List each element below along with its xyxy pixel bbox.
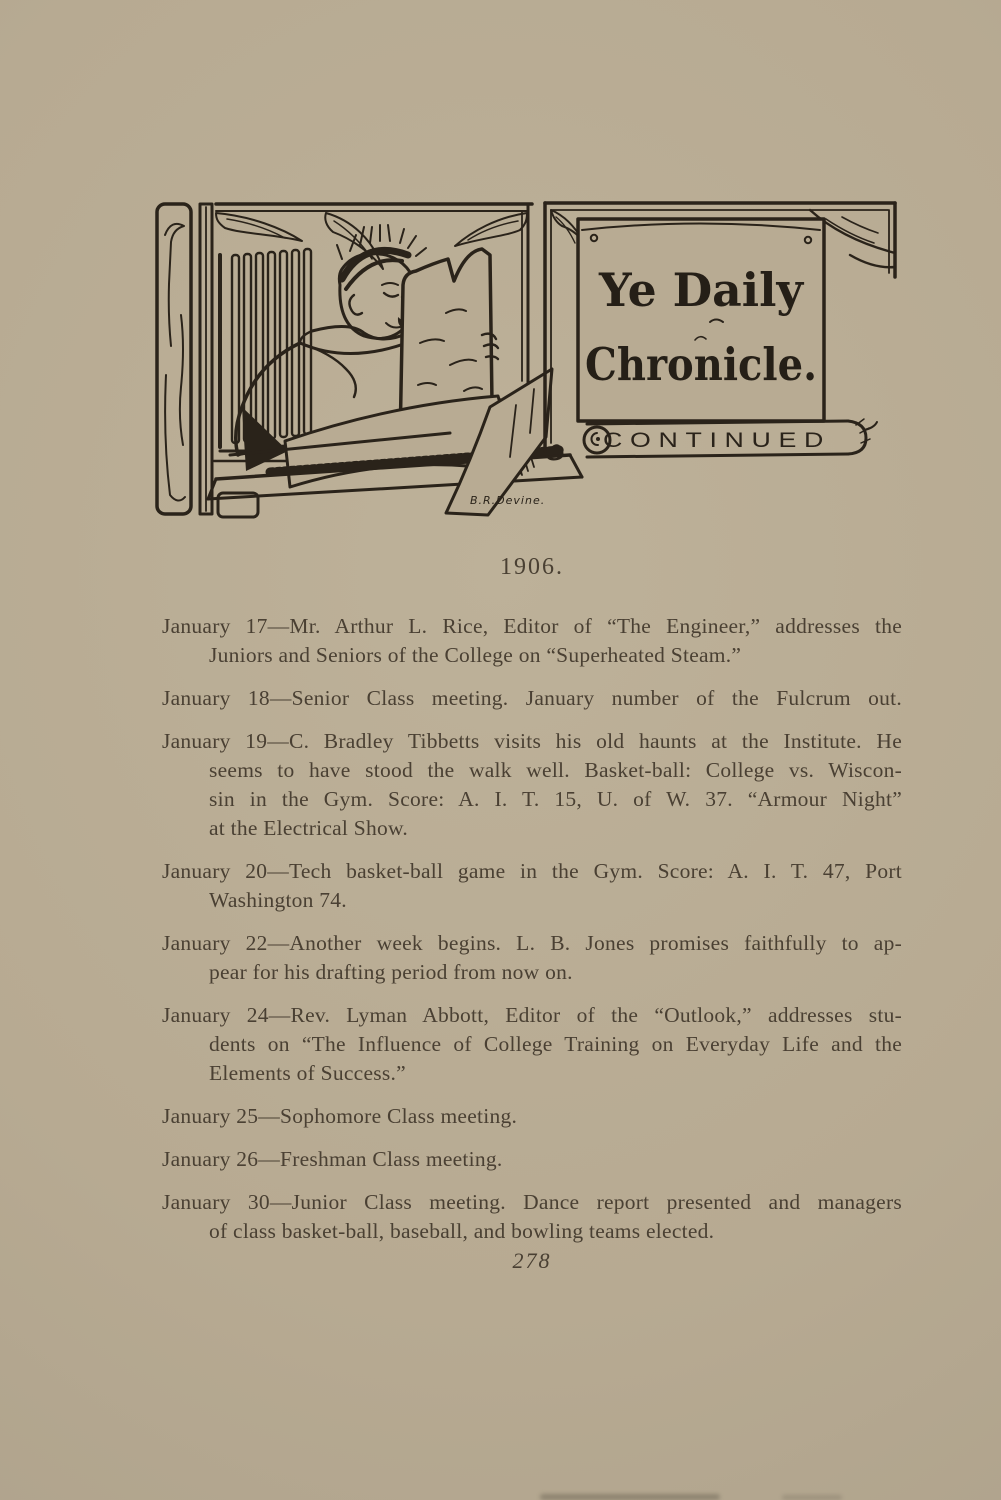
diary-entry xyxy=(162,1001,902,1088)
sign-title-line1: Ye Daily xyxy=(598,263,805,317)
entry-line: January 18—Senior Class meeting. January number of the Fulcrum out. xyxy=(162,686,902,710)
entry-line: January 22—Another week begins. L. B. Jones promises faithfully to ap- xyxy=(162,931,902,955)
headpiece-drawing xyxy=(150,193,910,538)
entry-line: at the Electrical Show. xyxy=(209,816,408,840)
entry-line: January 24—Rev. Lyman Abbott, Editor of the “Outlook,” addresses stu- xyxy=(162,1003,902,1027)
artist-signature: B.R.Devine. xyxy=(470,494,546,507)
page-number: 278 xyxy=(512,1248,552,1273)
narrow-divider-bar xyxy=(200,204,212,514)
continued-banner-label: CONTINUED xyxy=(603,429,831,452)
entry-line: dents on “The Influence of College Training on Everyday Life and the xyxy=(209,1032,902,1056)
diary-entry xyxy=(162,1145,902,1174)
entry-line: January 20—Tech basket-ball game in the Gym. Score: A. I. T. 47, Port xyxy=(162,859,902,883)
scan-edge-smudge xyxy=(782,1495,842,1500)
radiator-slats xyxy=(214,249,318,461)
diary-entry xyxy=(162,1188,902,1246)
left-ornament-panel xyxy=(157,204,191,514)
sign-title-line2: Chronicle. xyxy=(585,338,817,391)
diary-entry xyxy=(162,612,902,670)
entry-line: sin in the Gym. Score: A. I. T. 15, U. of W. 37. “Armour Night” xyxy=(209,787,902,811)
entry-line: January 30—Junior Class meeting. Dance report presented and managers xyxy=(162,1190,902,1214)
entry-line: January 25—Sophomore Class meeting. xyxy=(162,1104,518,1128)
diary-entry xyxy=(162,1102,902,1131)
entry-line: of class basket-ball, baseball, and bowling teams elected. xyxy=(209,1219,715,1243)
continued-banner xyxy=(584,419,877,457)
entry-line: Elements of Success.” xyxy=(209,1061,406,1085)
scan-edge-smudge xyxy=(540,1494,720,1500)
diary-entry xyxy=(162,684,902,713)
diary-entry xyxy=(162,929,902,987)
entry-line: Washington 74. xyxy=(209,888,347,912)
chronicle-sign xyxy=(545,203,895,459)
entry-line: Juniors and Seniors of the College on “Superheated Steam.” xyxy=(209,643,742,667)
entry-line: seems to have stood the walk well. Basket-ball: College vs. Wiscon- xyxy=(209,758,902,782)
diary-entries xyxy=(162,612,902,1260)
entry-line: January 26—Freshman Class meeting. xyxy=(162,1147,503,1171)
entry-line: pear for his drafting period from now on. xyxy=(209,960,573,984)
entry-line: January 19—C. Bradley Tibbetts visits his old haunts at the Institute. He xyxy=(162,729,902,753)
diary-entry xyxy=(162,857,902,915)
entry-line: January 17—Mr. Arthur L. Rice, Editor of “The Engineer,” addresses the xyxy=(162,614,902,638)
year-heading: 1906. xyxy=(500,554,564,580)
diary-entry xyxy=(162,727,902,843)
chronicle-headpiece-illustration xyxy=(150,193,910,538)
